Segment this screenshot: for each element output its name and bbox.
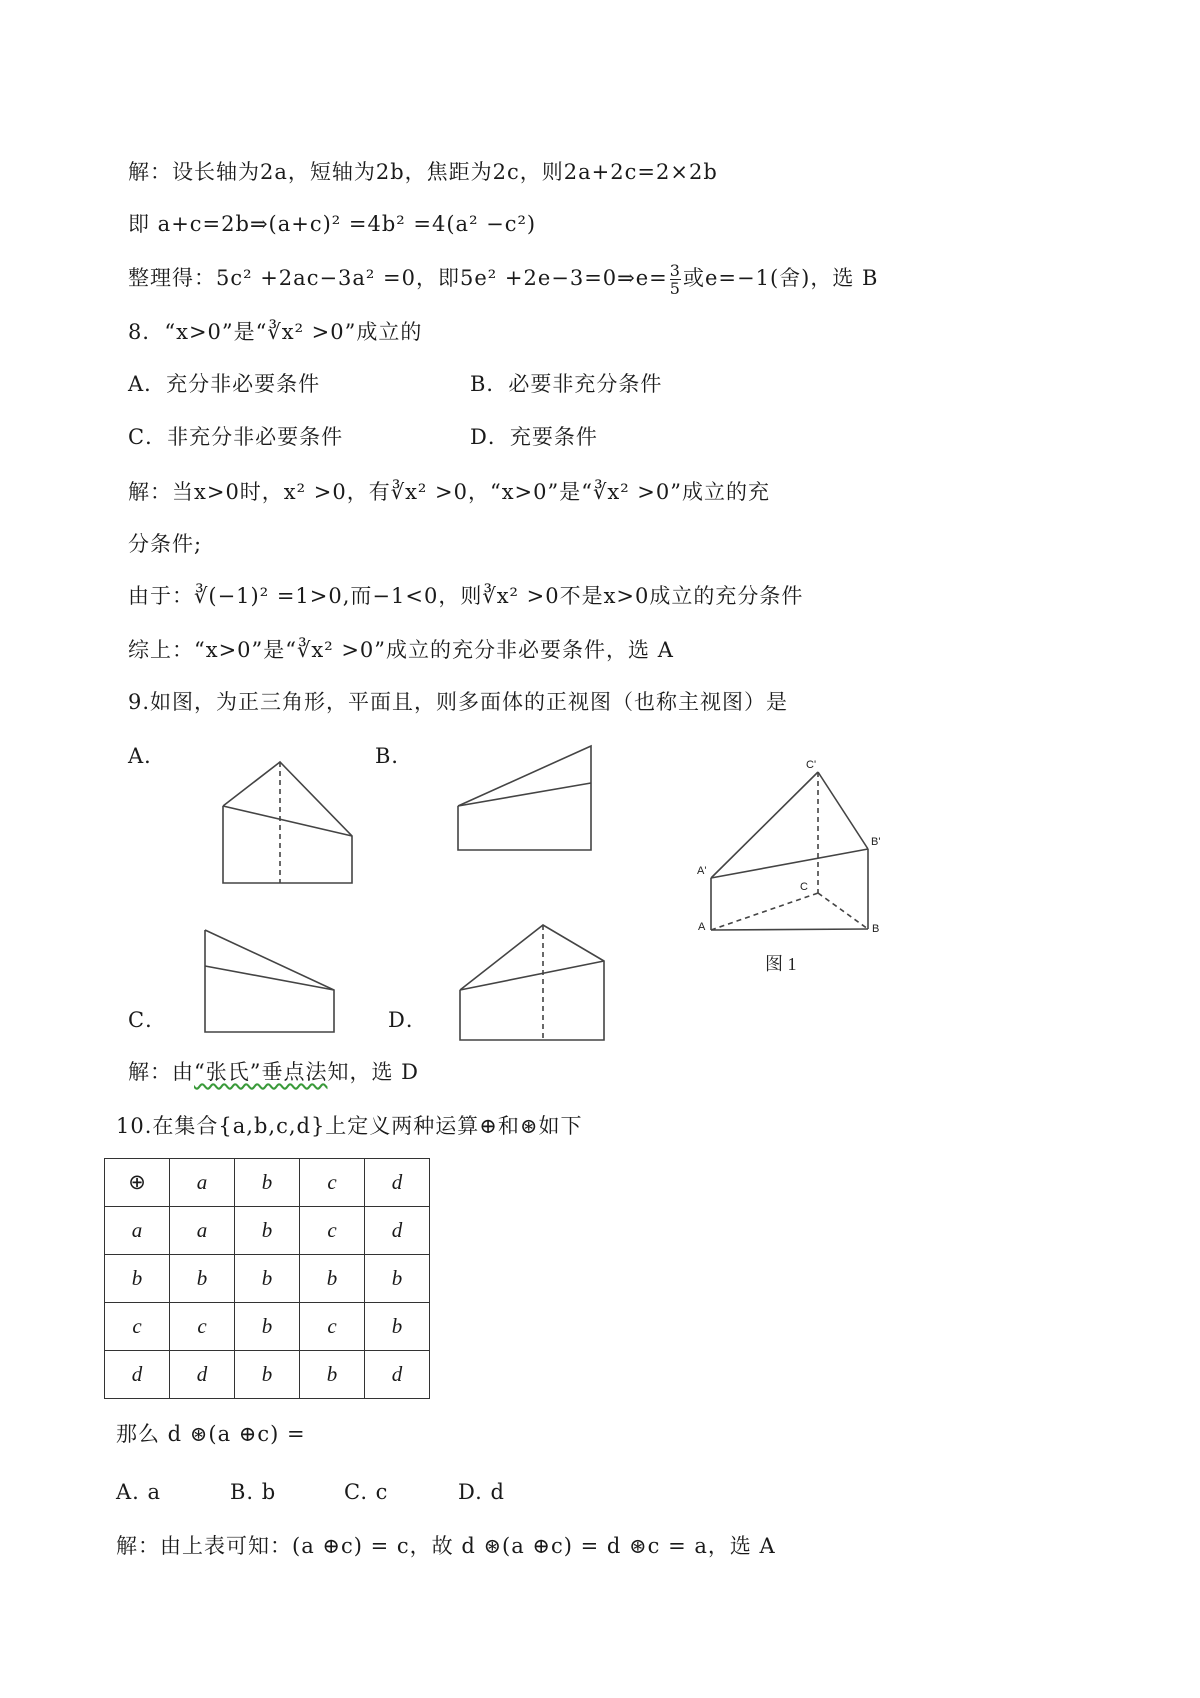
q10-option-a: A. a [116,1480,162,1504]
q7-solution-line3-prefix: 整理得：5c² +2ac−3a² =0，即5e² +2e−3=0⇒e= [128,266,668,290]
q9-stem: 9.如图，为正三角形，平面且，则多面体的正视图（也称主视图）是 [128,690,789,714]
operation-table [104,1158,430,1399]
vertex-label-b: B [872,923,880,935]
q8-stem: 8．“x>0”是“∛x² >0”成立的 [128,320,423,344]
table-header-cell: c [300,1159,365,1207]
table-cell: b [235,1351,300,1399]
table-cell: b [105,1255,170,1303]
q9-label-d: D． [388,1008,428,1032]
q10-solution: 解：由上表可知：(a ⊕c) = c，故 d ⊛(a ⊕c) = d ⊛c = a，选 A [116,1534,776,1558]
q10-stem: 10.在集合{a,b,c,d}上定义两种运算⊕和⊛如下 [116,1114,583,1138]
vertex-label-c1: C' [806,759,817,771]
q9-solution [128,1058,419,1086]
table-header-row [105,1159,430,1207]
option-c-view-figure [205,930,334,1032]
table-cell: a [105,1207,170,1255]
q7-fraction-numerator: 3 [669,261,681,280]
table-cell: b [170,1255,235,1303]
q8-option-b: B．必要非充分条件 [470,372,663,396]
table-cell: b [235,1303,300,1351]
table-cell: b [365,1255,430,1303]
table-row [105,1351,430,1399]
vertex-label-c: C [800,881,808,893]
table-cell: b [235,1207,300,1255]
q9-solution-prefix: 解：由 [128,1060,194,1084]
table-row [105,1303,430,1351]
table-row [105,1207,430,1255]
q8-option-a: A．充分非必要条件 [128,372,321,396]
vertex-label-b1: B' [871,836,881,848]
table-row [105,1255,430,1303]
q7-solution-line2: 即 a+c=2b⇒(a+c)² =4b² =4(a² −c²) [128,212,537,236]
q7-solution-line3-suffix: 或e=−1(舍)，选 B [682,266,879,290]
q8-solution-line2: 分条件; [128,532,203,556]
q8-solution-line3: 由于：∛(−1)² =1>0,而−1<0，则∛x² >0不是x>0成立的充分条件 [128,584,804,608]
table-header-cell: ⊕ [105,1159,170,1207]
q10-option-b: B. b [230,1480,277,1504]
table-cell: c [300,1207,365,1255]
q9-label-a: A． [128,744,167,768]
option-a-view-figure [223,762,352,883]
q10-question: 那么 d ⊛(a ⊕c) = [116,1422,306,1446]
table-cell: b [300,1255,365,1303]
q9-solution-suffix: 知，选 D [327,1060,419,1084]
table-cell: b [365,1303,430,1351]
table-cell: c [300,1303,365,1351]
q8-option-d: D．充要条件 [470,425,598,449]
table-header-cell: b [235,1159,300,1207]
q7-solution-line1: 解：设长轴为2a，短轴为2b，焦距为2c，则2a+2c=2×2b [128,160,718,184]
table-cell: d [365,1207,430,1255]
table-cell: a [170,1207,235,1255]
table-cell: b [235,1255,300,1303]
q8-solution-line1: 解：当x>0时，x² >0，有∛x² >0，“x>0”是“∛x² >0”成立的充 [128,480,770,504]
option-b-view-figure [458,746,591,850]
vertex-label-a1: A' [697,865,707,877]
q9-label-b: B． [375,744,414,768]
q9-label-c: C． [128,1008,168,1032]
option-d-view-figure [460,925,604,1040]
table-cell: c [170,1303,235,1351]
table-header-cell: d [365,1159,430,1207]
q10-option-d: D. d [458,1480,505,1504]
table-cell: b [300,1351,365,1399]
table-cell: d [365,1351,430,1399]
table-cell: d [170,1351,235,1399]
q8-option-c: C．非充分非必要条件 [128,425,344,449]
q7-fraction-denominator: 5 [669,279,681,298]
vertex-label-a: A [698,921,706,933]
q10-option-c: C. c [344,1480,389,1504]
table-cell: c [105,1303,170,1351]
q8-solution-line4: 综上：“x>0”是“∛x² >0”成立的充分非必要条件，选 A [128,638,674,662]
table-header-cell: a [170,1159,235,1207]
figure-caption: 图 1 [765,954,797,974]
q9-solution-method: “张氏”垂点法 [194,1060,328,1084]
table-cell: d [105,1351,170,1399]
polyhedron-figure-1 [697,759,880,974]
